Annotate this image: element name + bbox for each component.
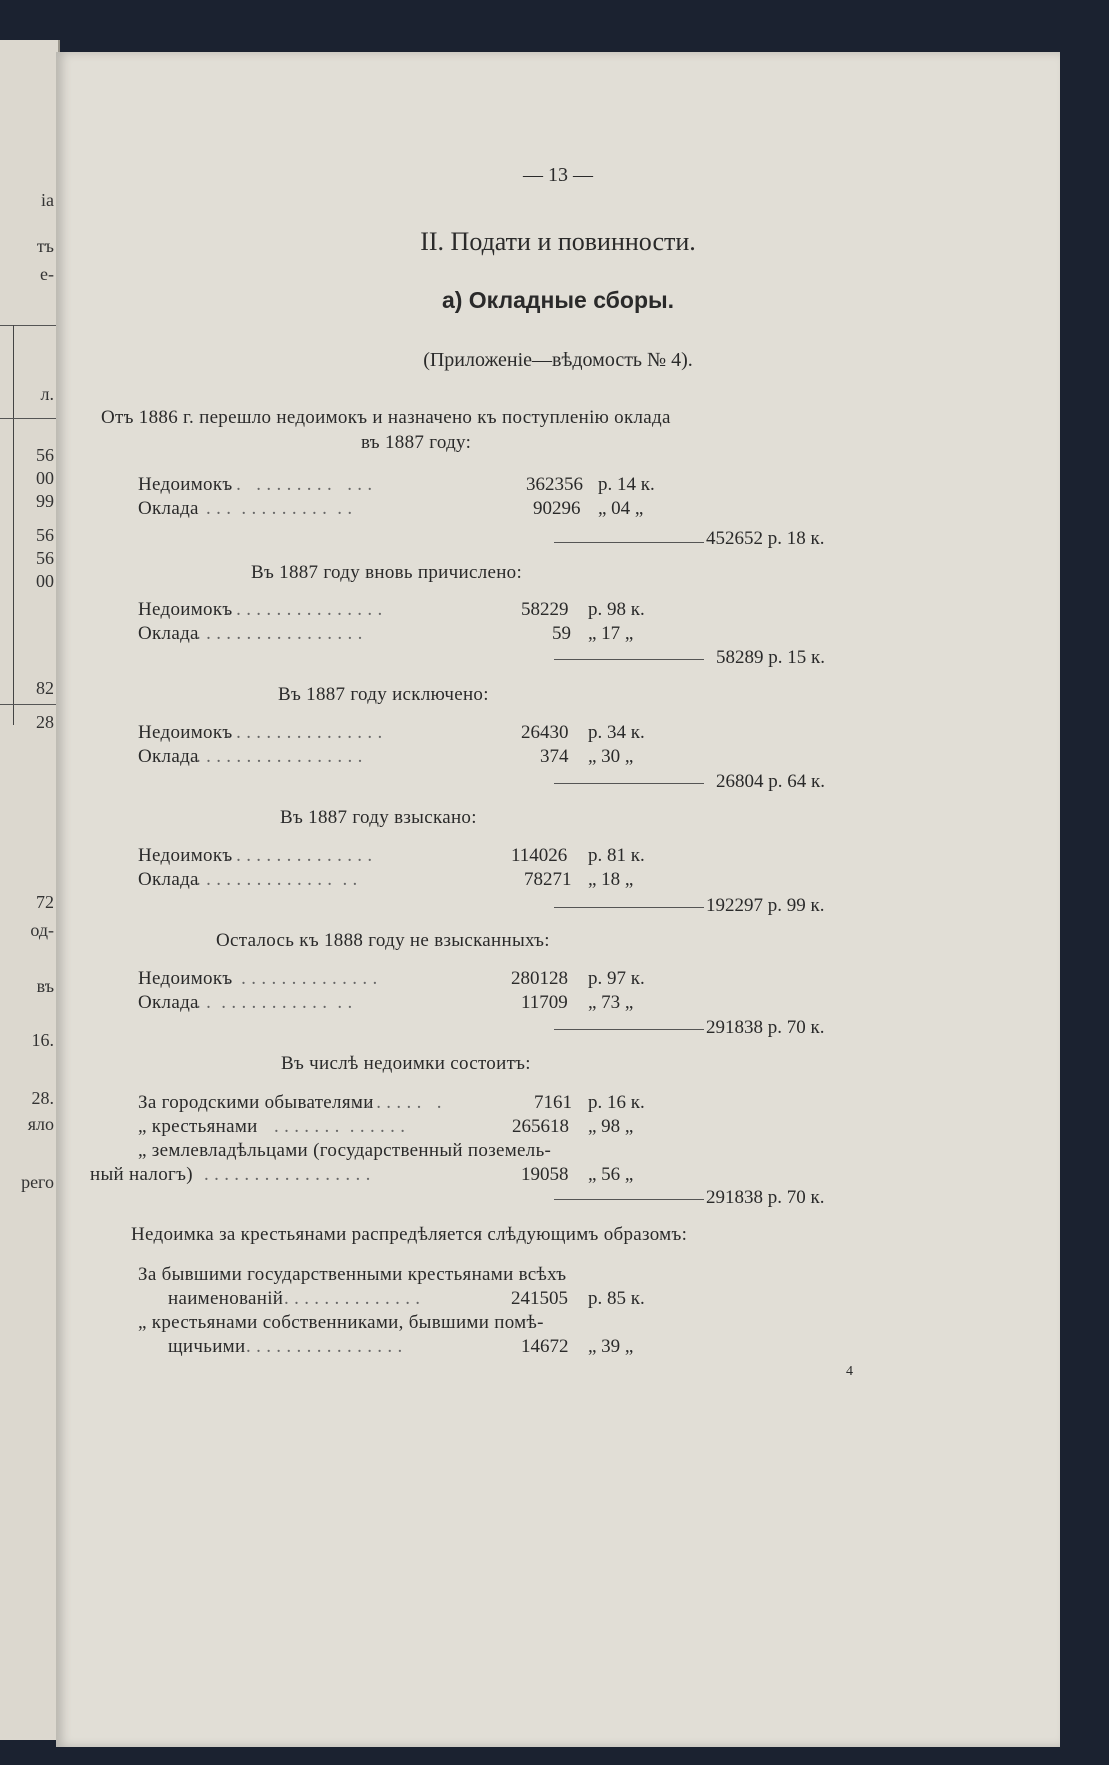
row-unit: „ 04 „ — [598, 498, 644, 519]
row-label: Оклада — [138, 992, 199, 1013]
left-fragment: іа — [41, 190, 54, 210]
dot-leader: . . . . . . . . . . . . . . . . — [196, 869, 358, 890]
appendix-note: (Приложеніе—вѣдомость № 4). — [423, 349, 693, 371]
left-page-fragment — [0, 40, 60, 1740]
row-label: ный налогъ) — [90, 1164, 193, 1185]
block-heading: Въ 1887 году вновь причислено: — [251, 562, 523, 583]
left-fragment: л. — [40, 384, 54, 404]
row-value: 114026 — [511, 845, 568, 866]
footer-mark: 4 — [846, 1364, 853, 1379]
row-unit: р. 98 к. — [588, 599, 645, 620]
dot-leader: . . . . . . . . . . . . . . — [284, 1288, 421, 1309]
left-fragment: 28. — [31, 1088, 54, 1108]
dot-leader: . . . . . . . . . . . . . . . — [196, 992, 353, 1013]
row-label: За бывшими государственными крестьянами всѣхъ — [138, 1264, 567, 1285]
sum-rule — [554, 1199, 704, 1200]
row-label: „ крестьянами собственниками, бывшими помѣ- — [138, 1312, 544, 1333]
block-heading: Недоимка за крестьянами распредѣляется слѣдующимъ образомъ: — [131, 1224, 688, 1245]
intro-line-2: въ 1887 году: — [361, 432, 472, 453]
dot-leader: . . . . . . . . . . . . . . . . — [246, 1336, 403, 1357]
row-unit: „ 39 „ — [588, 1336, 634, 1357]
row-unit: „ 73 „ — [588, 992, 634, 1013]
block-total: 291838 р. 70 к. — [706, 1017, 825, 1038]
row-value: 19058 — [521, 1164, 569, 1185]
row-unit: „ 56 „ — [588, 1164, 634, 1185]
row-value: 265618 — [512, 1116, 569, 1137]
sum-rule — [554, 1029, 704, 1030]
block-heading: Осталось къ 1888 году не взысканныхъ: — [216, 930, 550, 951]
row-label: „ землевладѣльцами (государственный поземель- — [138, 1140, 552, 1161]
row-label: Недоимокъ — [138, 474, 233, 495]
row-value: 59 — [552, 623, 571, 644]
block-total: 58289 р. 15 к. — [716, 647, 825, 668]
intro-line-1: Отъ 1886 г. перешло недоимокъ и назначено къ поступленію оклада — [101, 407, 671, 428]
row-value: 90296 — [533, 498, 581, 519]
row-unit: „ 30 „ — [588, 746, 634, 767]
subsection-title: а) Окладные сборы. — [441, 287, 675, 313]
row-unit: р. 81 к. — [588, 845, 645, 866]
row-value: 58229 — [521, 599, 569, 620]
left-fragment: 56 — [36, 445, 54, 465]
block-total: 26804 р. 64 к. — [716, 771, 825, 792]
dot-leader: . . . . . . . . . . . . . — [274, 1116, 406, 1137]
left-table-vline — [13, 325, 14, 725]
row-unit: р. 85 к. — [588, 1288, 645, 1309]
row-value: 362356 — [526, 474, 583, 495]
sum-rule — [554, 907, 704, 908]
block-total: 291838 р. 70 к. — [706, 1187, 825, 1208]
document-page — [56, 52, 1060, 1747]
row-value: 11709 — [521, 992, 568, 1013]
block-total: 192297 р. 99 к. — [706, 895, 825, 916]
row-label: наименованій — [168, 1288, 284, 1309]
left-fragment: 82 — [36, 678, 54, 698]
page-number: — 13 — — [523, 164, 593, 186]
row-label: Недоимокъ — [138, 722, 233, 743]
dot-leader: . . . . . . . . . . . . . . . — [226, 968, 378, 989]
left-fragment: 00 — [36, 571, 54, 591]
row-unit: „ 98 „ — [588, 1116, 634, 1137]
row-unit: „ 17 „ — [588, 623, 634, 644]
row-value: 14672 — [521, 1336, 569, 1357]
row-label: Оклада — [138, 498, 199, 519]
left-fragment: 00 — [36, 468, 54, 488]
row-label: щичьими — [168, 1336, 246, 1357]
row-unit: „ 18 „ — [588, 869, 634, 890]
row-unit: р. 34 к. — [588, 722, 645, 743]
dot-leader: . . . . . . . . . . . . . . . . . — [196, 623, 363, 644]
dot-leader: . . . . . . . . . . . . . . . . — [226, 722, 383, 743]
block-total: 452652 р. 18 к. — [706, 528, 825, 549]
section-title: II. Подати и повинности. — [420, 227, 696, 256]
row-label: Недоимокъ — [138, 968, 233, 989]
row-unit: р. 14 к. — [598, 474, 655, 495]
left-fragment: рего — [21, 1172, 54, 1192]
row-unit: р. 16 к. — [588, 1092, 645, 1113]
row-label: Оклада — [138, 746, 199, 767]
block-heading: Въ числѣ недоимки состоитъ: — [281, 1053, 531, 1074]
row-label: „ крестьянами — [138, 1116, 258, 1137]
row-unit: р. 97 к. — [588, 968, 645, 989]
left-table-rule — [0, 704, 58, 705]
block-heading: Въ 1887 году исключено: — [278, 684, 489, 705]
dot-leader: . . . . . . . . . . . . . — [226, 474, 373, 495]
left-fragment: 56 — [36, 525, 54, 545]
left-fragment: 99 — [36, 491, 54, 511]
left-fragment: од- — [30, 920, 54, 940]
dot-leader: . . . . . . . . — [356, 1092, 442, 1113]
dot-leader: . . . . . . . . . . . . . . . . — [226, 599, 383, 620]
row-label: Недоимокъ — [138, 599, 233, 620]
dot-leader: . . . . . . . . . . . . . . . — [226, 845, 373, 866]
sum-rule — [554, 783, 704, 784]
left-fragment: тъ — [36, 236, 54, 256]
left-fragment: 56 — [36, 548, 54, 568]
row-value: 78271 — [524, 869, 572, 890]
dot-leader: . . . . . . . . . . . . . . . . . — [204, 1164, 371, 1185]
row-label: Оклада — [138, 623, 199, 644]
block-heading: Въ 1887 году взыскано: — [280, 807, 477, 828]
sum-rule — [554, 542, 704, 543]
row-value: 26430 — [521, 722, 569, 743]
row-label: За городскими обывателями — [138, 1092, 374, 1113]
row-label: Недоимокъ — [138, 845, 233, 866]
left-table-rule — [0, 325, 58, 326]
left-table-rule — [0, 418, 58, 419]
row-value: 241505 — [511, 1288, 568, 1309]
left-fragment: въ — [36, 976, 54, 996]
left-fragment: 72 — [36, 892, 54, 912]
left-fragment: 16. — [31, 1030, 54, 1050]
dot-leader: . . . . . . . . . . . . . . . . . — [196, 746, 363, 767]
left-fragment: 28 — [36, 712, 54, 732]
row-value: 280128 — [511, 968, 568, 989]
left-fragment: е- — [40, 264, 54, 284]
dot-leader: . . . . . . . . . . . . . . — [206, 498, 353, 519]
row-label: Оклада — [138, 869, 199, 890]
row-value: 374 — [540, 746, 569, 767]
row-value: 7161 — [534, 1092, 572, 1113]
sum-rule — [554, 659, 704, 660]
left-fragment: яло — [27, 1114, 54, 1134]
